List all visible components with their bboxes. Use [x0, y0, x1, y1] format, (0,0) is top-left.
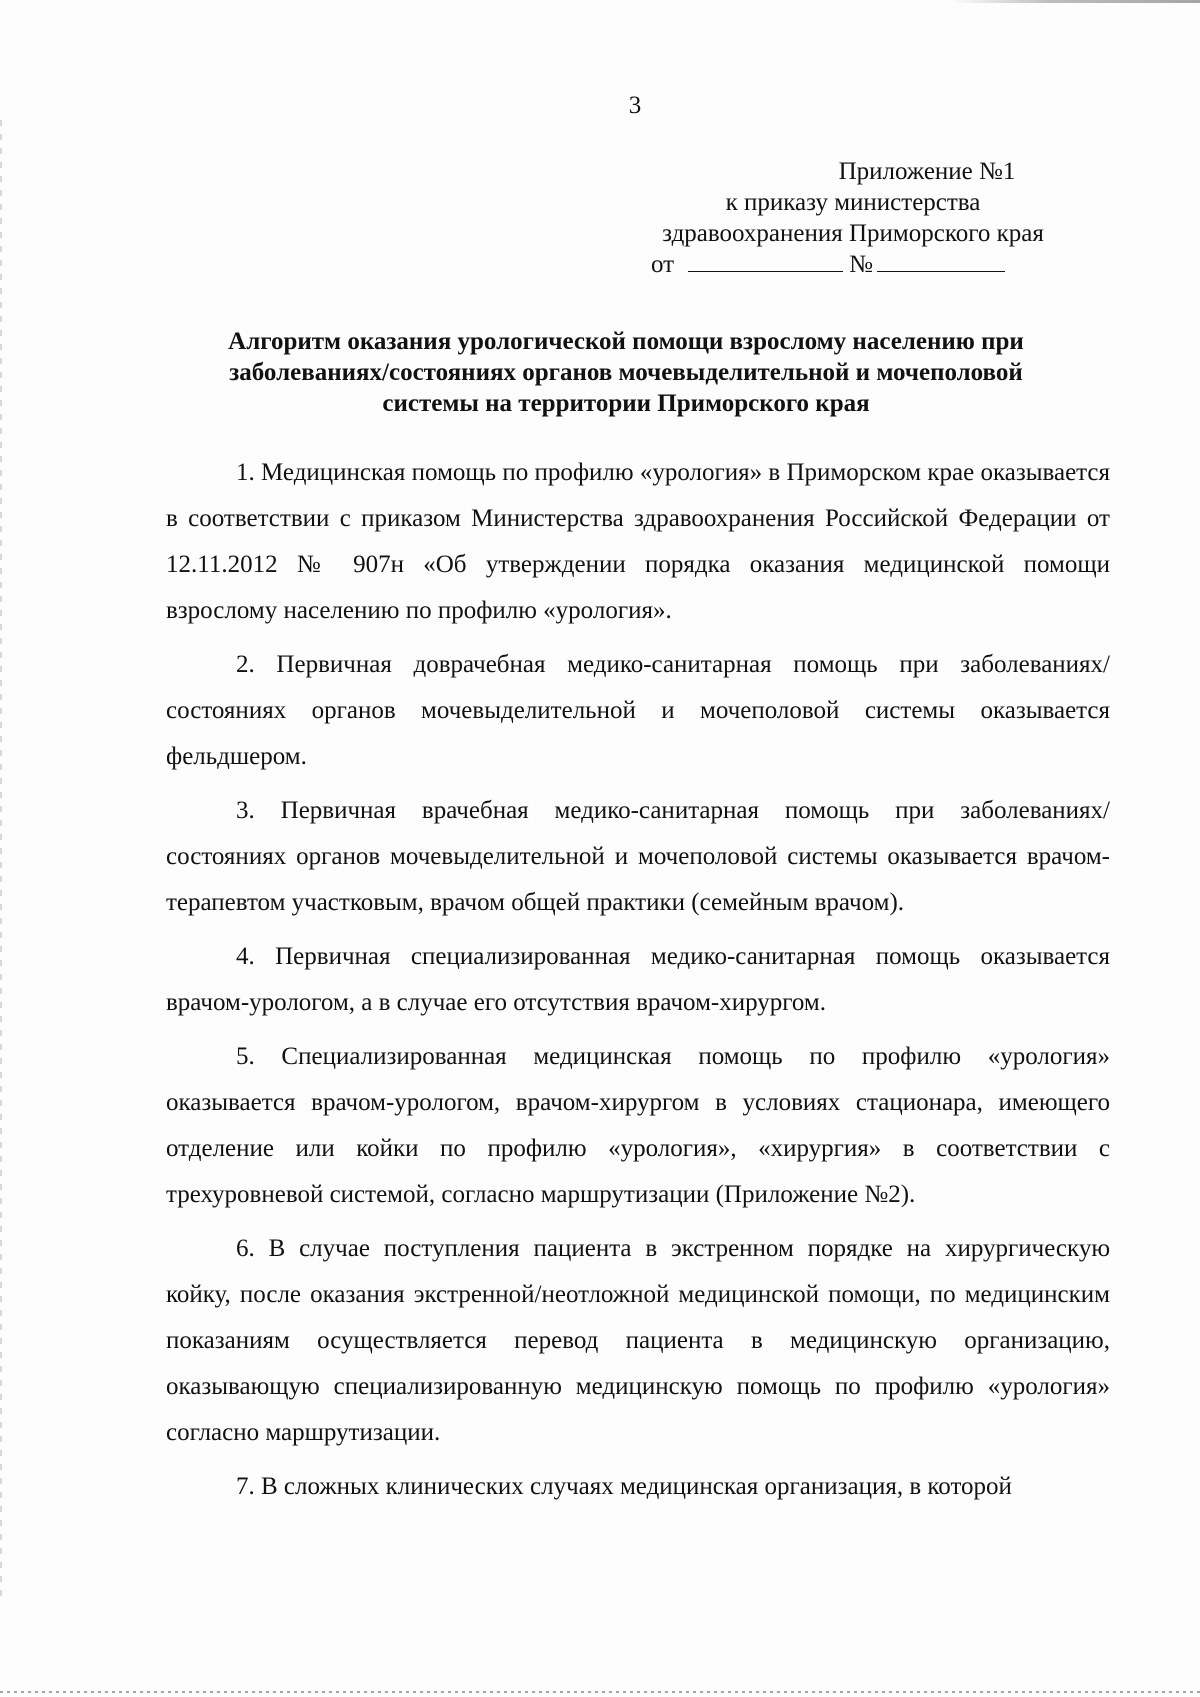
appendix-header — [623, 156, 1083, 280]
page-number: 3 — [628, 92, 642, 119]
document-body — [166, 450, 1110, 1518]
document-title — [166, 326, 1086, 419]
paragraph-3: 3. Первичная врачебная медико-санитарная помощь при заболеваниях/состояниях органов мочевыделительной и мочеполовой системы оказывается врачом-терапевтом участковым, врачом общей практики (семейным врачом). — [166, 797, 1110, 916]
scan-artifact-top — [950, 0, 1200, 3]
appendix-title: Приложение №1 — [838, 158, 1016, 185]
appendix-ministry: здравоохранения Приморского края — [662, 220, 1044, 247]
document-title-line: системы на территории Приморского края — [382, 390, 870, 417]
paragraph-2: 2. Первичная доврачебная медико-санитарная помощь при заболеваниях/состояниях органов мочевыделительной и мочеполовой системы оказывается фельдшером. — [166, 651, 1110, 770]
appendix-order-reference: к приказу министерства — [725, 189, 981, 216]
appendix-number-sign: № — [849, 251, 873, 278]
appendix-date-line — [623, 249, 1083, 280]
document-title-line: заболеваниях/состояниях органов мочевыделительной и мочеполовой — [229, 359, 1023, 386]
paragraph-4: 4. Первичная специализированная медико-санитарная помощь оказывается врачом-урологом, а в случае его отсутствия врачом-хирургом. — [166, 943, 1110, 1016]
scan-artifact-left — [0, 120, 2, 1600]
paragraph-6: 6. В случае поступления пациента в экстренном порядке на хирургическую койку, после оказания экстренной/неотложной медицинской помощи, по медицинским показаниям осуществляется перевод пациента в медицинскую организацию, оказывающую специализированную медицинскую помощь по профилю «урология» согласно маршрутизации. — [166, 1235, 1110, 1446]
paragraph-7: 7. В сложных клинических случаях медицинская организация, в которой — [236, 1473, 1012, 1500]
paragraph-5: 5. Специализированная медицинская помощь по профилю «урология» оказывается врачом-урологом, врачом-хирургом в условиях стационара, имеющего отделение или койки по профилю «урология», «хирургия» в соответствии с трехуровневой системой, согласно маршрутизации (Приложение №2). — [166, 1043, 1110, 1208]
date-blank-field — [688, 249, 843, 272]
document-title-line: Алгоритм оказания урологической помощи взрослому населению при — [228, 328, 1024, 355]
appendix-date-prefix: от — [651, 251, 675, 278]
scan-artifact-bottom — [0, 1691, 1200, 1693]
number-blank-field — [877, 249, 1005, 272]
paragraph-1: 1. Медицинская помощь по профилю «урология» в Приморском крае оказывается в соответствии с приказом Министерства здравоохранения Российской Федерации от 12.11.2012 № 907н «Об утверждении порядка оказания медицинской помощи взрослому населению по профилю «урология». — [166, 459, 1110, 624]
